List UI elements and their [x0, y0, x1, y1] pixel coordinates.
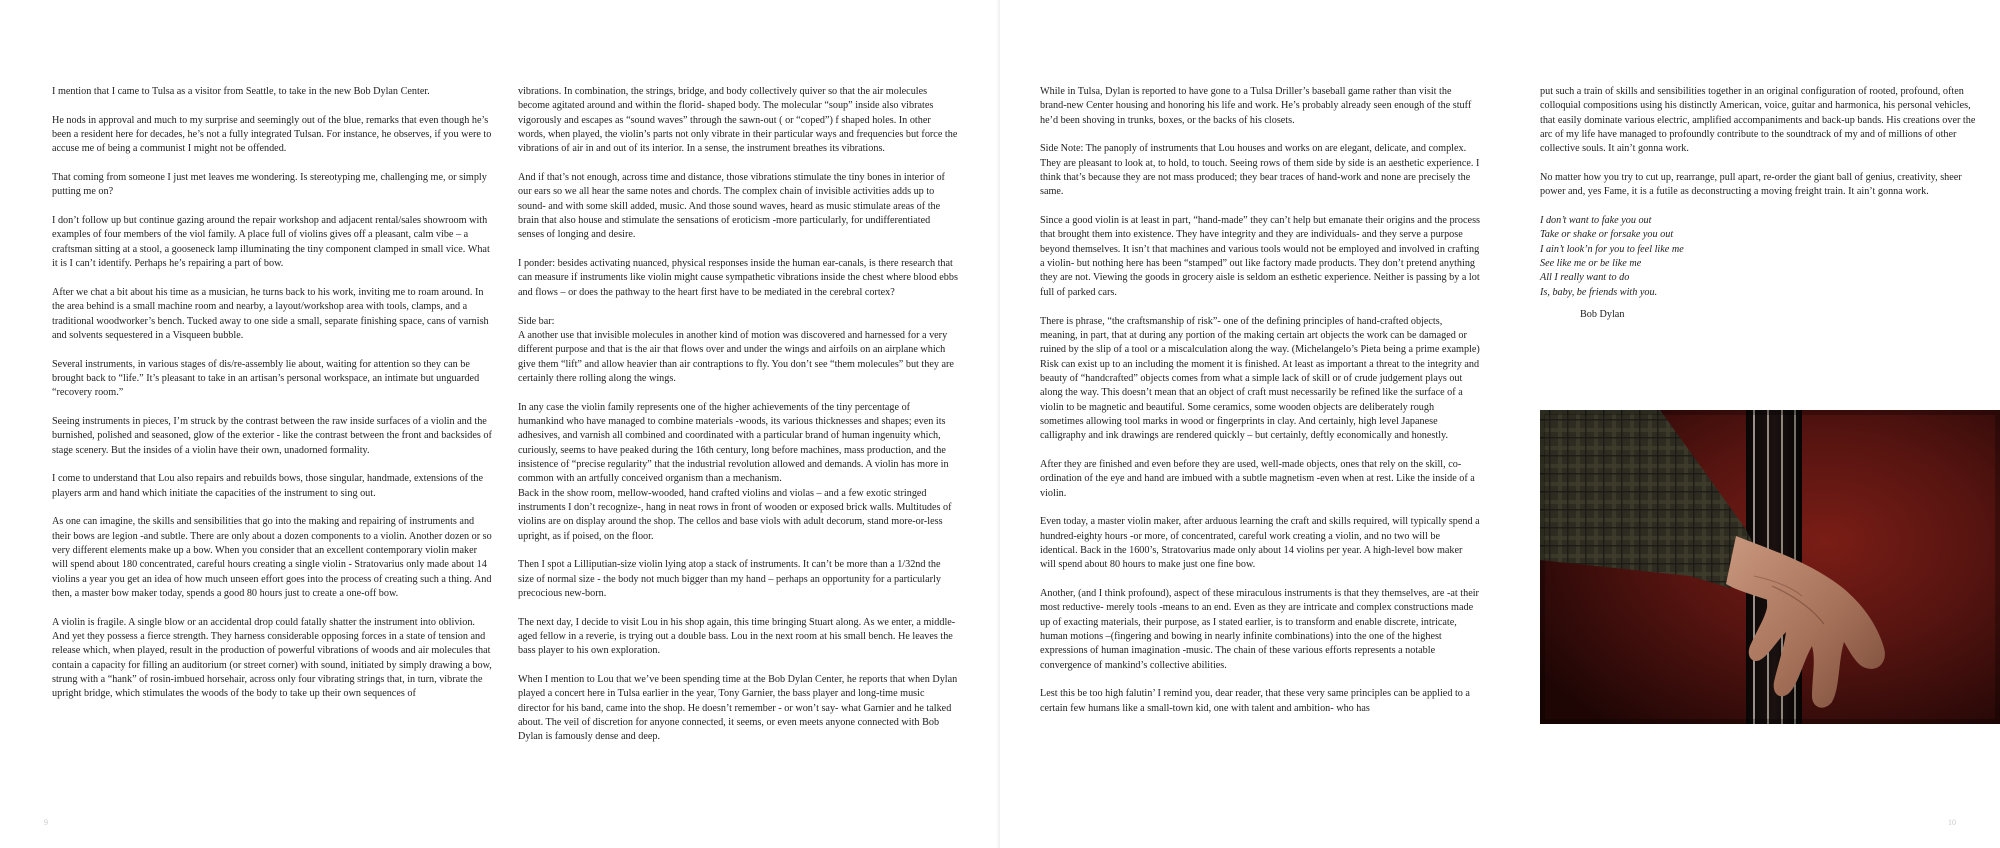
lyric-line: Take or shake or forsake you out — [1540, 229, 1674, 241]
lyric-line: All I really want to do — [1540, 272, 1630, 284]
paragraph: The next day, I decide to visit Lou in his shop again, this time bringing Stuart along. As we enter, a middle-aged fellow in a reverie, is trying out a double bass. Lou in the next room at his small bench. He leaves the bass player to his own exploration. — [518, 616, 956, 657]
paragraph: Then I spot a Lilliputian-size violin lying atop a stack of instruments. It can’t be more than a 1/32nd the size of normal size - the body not much bigger than my hand – perhaps an opportunity for a particularly precocious new-born. — [518, 559, 941, 600]
paragraph: After they are finished and even before they are used, well-made objects, ones that rely on the skill, co-ordination of the eye and hand are imbued with a subtle magnetism -even when at rest. Like the inside of a violin. — [1040, 458, 1475, 499]
page-number: 10 — [1948, 818, 1956, 827]
lyric-line: See like me or be like me — [1540, 258, 1642, 270]
paragraph: I mention that I came to Tulsa as a visitor from Seattle, to take in the new Bob Dylan Center. — [52, 86, 430, 97]
paragraph: And if that’s not enough, across time and distance, those vibrations stimulate the tiny bones in interior of our ears so we all hear the same notes and chords. The complex chain of invisible activities adds up to sound- and with some skill added, music. And those sound waves, heard as music stimulate areas of the brain that also house and stimulate the sensations of eroticism -more particularly, for undifferentiated senses of longing and desire. — [518, 172, 945, 241]
bass-player-photo — [1540, 410, 2000, 724]
paragraph: While in Tulsa, Dylan is reported to have gone to a Tulsa Driller’s baseball game rather than visit the brand-new Center housing and honoring his life and work. He’s probably already seen enough of the stuff he’d been shoving in trunks, boxes, or the backs of his closets. — [1040, 86, 1472, 126]
paragraph: He nods in approval and much to my surprise and seemingly out of the blue, remarks that even though he’s been a resident here for decades, he’s not a fully integrated Tulsan. For instance, he observes, if you were to accuse me of being a communist I might not be offended. — [52, 114, 492, 155]
quote-attribution: Bob Dylan — [1580, 309, 1625, 321]
right-page — [1000, 0, 2000, 848]
paragraph: I don’t follow up but continue gazing around the repair workshop and adjacent rental/sales showroom with examples of four members of the viol family. A place full of violins gives off a pleasant, calm vibe – a craftsman sitting at a stool, a gooseneck lamp illuminating the tiny component clamped in small vice. What it is I can’t identify. Perhaps he’s repairing a part of bow. — [52, 215, 490, 270]
text-column-1 — [52, 85, 492, 716]
paragraph: A another use that invisible molecules in another kind of motion was discovered and harnessed for a very different purpose and that is the air that flows over and under the wings and airfoils on an airplane which give them “lift” and allow heavier than air contraptions to fly. You don’t see “them molecules” but they are certainly there rolling along the wings. — [518, 329, 954, 384]
page-number: 9 — [44, 818, 48, 827]
paragraph: Another, (and I think profound), aspect of these miraculous instruments is that they themselves, are -at their most reductive- merely tools -means to an end. Even as they are intricate and complex constructions made up of exacting materials, their purpose, as I stated earlier, is to transform and enable discrete, intricate, human motions –(fingering and bowing in nearly infinite combinations) into the one of the highest expressions of human imagination -music. The chain of these various efforts represents a notable convergence of mankind’s collective abilities. — [1040, 588, 1479, 671]
paragraph: Back in the show room, mellow-wooded, hand crafted violins and violas – and a few exotic stringed instruments I don’t recognize-, hang in neat rows in front of wooden or exposed brick walls. Multitudes of violins are on display around the shop. The cellos and base viols with adult decorum, stand more-or-less upright, as if poised, on the floor. — [518, 487, 952, 542]
paragraph: In any case the violin family represents one of the higher achievements of the tiny percentage of humankind who have managed to combine materials -woods, its various thicknesses and shapes; even its adhesives, and varnish all combined and coordinated with a particular brand of human ingenuity which, curiously, seems to have peaked during the 16th century, long before machines, mass production, and the insistence of “precise regularity” that the industrial revolution allowed and demands. A violin has more in common with an artfully conceived organism than a mechanism. — [518, 401, 949, 485]
lyric-line: I ain’t look’n for you to feel like me — [1540, 243, 1684, 255]
paragraph: Seeing instruments in pieces, I’m struck by the contrast between the raw inside surfaces of a violin and the burnished, polished and seasoned, glow of the exterior - like the contrast between the front and backsides of stage scenery. But the insides of a violin have their own, unadorned formality. — [52, 415, 492, 456]
paragraph: I ponder: besides activating nuanced, physical responses inside the human ear-canals, is there research that can measure if instruments like violin might cause sympathetic vibrations inside the chest where blood ebbs and flows – or does the pathway to the heart first have to be mediated in the cerebral cortex? — [518, 258, 958, 298]
paragraph: vibrations. In combination, the strings, bridge, and body collectively quiver so that the air molecules become agitated around and within the florid- shaped body. The molecular “soup” inside also vibrates vigorously and escapes as “sound waves” through the sawn-out ( or “coped”) f shaped holes. In other words, when played, the violin’s parts not only vibrate in their particular ways and frequencies but force the vibrations of air in and out of its interior. In a sense, the instrument breathes its vibrations. — [518, 86, 958, 155]
sidebar-heading: Side bar: — [518, 315, 555, 327]
paragraph: That coming from someone I just met leaves me wondering. Is stereotyping me, challenging me, or simply putting me on? — [52, 172, 487, 198]
hand-on-bass-illustration — [1540, 410, 2000, 724]
text-column-4 — [1540, 85, 1980, 323]
paragraph: As one can imagine, the skills and sensibilities that go into the making and repairing of instruments and their bows are legion -and subtle. There are only about a dozen components to a violin. Another dozen or so very different elements make up a bow. When you consider that an excellent contemporary violin maker will spend about 180 concentrated, careful hours creating a single violin - Stratovarius only made about 14 violins a year you get an idea of how much unseen effort goes into the process of creating such a thing. And then, a master bow maker today, spends a good 80 hours just to create a one-off bow. — [52, 516, 492, 600]
paragraph: After we chat a bit about his time as a musician, he turns back to his work, inviting me to roam around. In the area behind is a small machine room and nearby, a layout/workshop area with tools, clamps, and a traditional woodworker’s bench. Tucked away to one side a small, separate finishing space, cans of varnish and solvents sequestered in a Visqueen bubble. — [52, 286, 489, 341]
paragraph: No matter how you try to cut up, rearrange, pull apart, re-order the giant ball of genius, creativity, sheer power and, yes Fame, it is a futile as deconstructing a moving freight train. It ain’t gonna work. — [1540, 172, 1962, 198]
text-column-3 — [1040, 85, 1480, 730]
paragraph: I come to understand that Lou also repairs and rebuilds bows, those singular, handmade, extensions of the players arm and hand which initiate the capacities of the instrument to sing out. — [52, 473, 484, 499]
paragraph: When I mention to Lou that we’ve been spending time at the Bob Dylan Center, he reports that when Dylan played a concert here in Tulsa earlier in the year, Tony Garnier, the bass player and long-time music director for his band, came into the shop. He doesn’t remember - or won’t say- what Garnier and he talked about. The veil of discretion for anyone connected, it seems, or even meets anyone connected with Bob Dylan is famously dense and deep. — [518, 674, 958, 743]
paragraph: put such a train of skills and sensibilities together in an original configuration of rooted, profound, often colloquial compositions using his distinctly American, voice, guitar and harmonica, his personal vehicles, that easily dominate various electric, amplified accompaniments and back-up bands. His creations over the arc of my life have managed to profoundly contribute to the soundtrack of my and of millions of other collective souls. It ain’t gonna work. — [1540, 86, 1976, 155]
paragraph: There is phrase, “the craftsmanship of risk”- one of the defining principles of hand-crafted objects, meaning, in part, that at during any portion of the making certain art objects the work can be damaged or ruined by the slip of a tool or a miscalculation along the way. (Michelangelo’s Pieta being a prime example) Risk can exist up to an including the moment it is finished. At least as important a threat to the integrity and beauty of “handcrafted” objects comes from what a simple lack of skill or of crude judgement plays out along the way. This doesn’t mean that an object of craft must necessarily be refined like the surface of a violin to be magnetic and beautiful. Some ceramics, some wooden objects are deliberately rough sometimes allowing tool marks in wood or fingerprints in clay. And certainly, high level Japanese calligraphy and ink drawings are rendered quickly – but certainly, deftly economically and honestly. — [1040, 315, 1480, 442]
paragraph: Even today, a master violin maker, after arduous learning the craft and skills required, will typically spend a hundred-eighty hours -or more, of concentrated, careful work creating a violin, and no two will be identical. Back in the 1600’s, Stratovarius made only about 14 violins per year. A high-level bow maker will spend about 80 hours to make just one fine bow. — [1040, 516, 1480, 571]
lyric-quote — [1540, 214, 1980, 300]
paragraph: Since a good violin is at least in part, “hand-made” they can’t help but emanate their origins and the process that brought them into existence. They have integrity and they are individuals- and they serve a purpose beyond themselves. It isn’t that machines and various tools would not be employed and involved in crafting a violin- but nothing here has been “stamped” out like factory made products. They don’t pretend anything they are not. Viewing the goods in grocery aisle is seldom an esthetic experience. Neither is passing by a lot full of parked cars. — [1040, 215, 1481, 298]
lyric-line: Is, baby, be friends with you. — [1540, 286, 1658, 298]
paragraph: Side Note: The panoply of instruments that Lou houses and works on are elegant, delicate, and complex. They are pleasant to look at, to hold, to touch. Seeing rows of them side by side is an aesthetic experience. I think that’s because they are not mass produced; they bear traces of hand-work and none are precisely the same. — [1040, 143, 1480, 198]
paragraph: Several instruments, in various stages of dis/re-assembly lie about, waiting for attention so they can be brought back to “life.” It’s pleasant to take in an artisan’s personal workspace, an intimate but unguarded “recovery room.” — [52, 358, 480, 399]
text-column-2 — [518, 85, 958, 759]
paragraph: Lest this be too high falutin’ I remind you, dear reader, that these very same principles can be applied to a certain few humans like a small-town kid, one with talent and ambition- who has — [1040, 688, 1470, 714]
lyric-line: I don’t want to fake you out — [1540, 215, 1652, 227]
paragraph: A violin is fragile. A single blow or an accidental drop could fatally shatter the instrument into oblivion. And yet they possess a fierce strength. They harness considerable opposing forces in a state of tension and release which, when played, result in the production of powerful vibrations of woods and air molecules that contain a capacity for filling an auditorium (or street corner) with sound, initiated by simply drawing a bow, strung with a “hank” of rosin-imbued horsehair, across only four vibrating strings that, in turn, vibrate the upright bridge, which stimulates the woods of the body to take up their own sequences of — [52, 616, 492, 700]
